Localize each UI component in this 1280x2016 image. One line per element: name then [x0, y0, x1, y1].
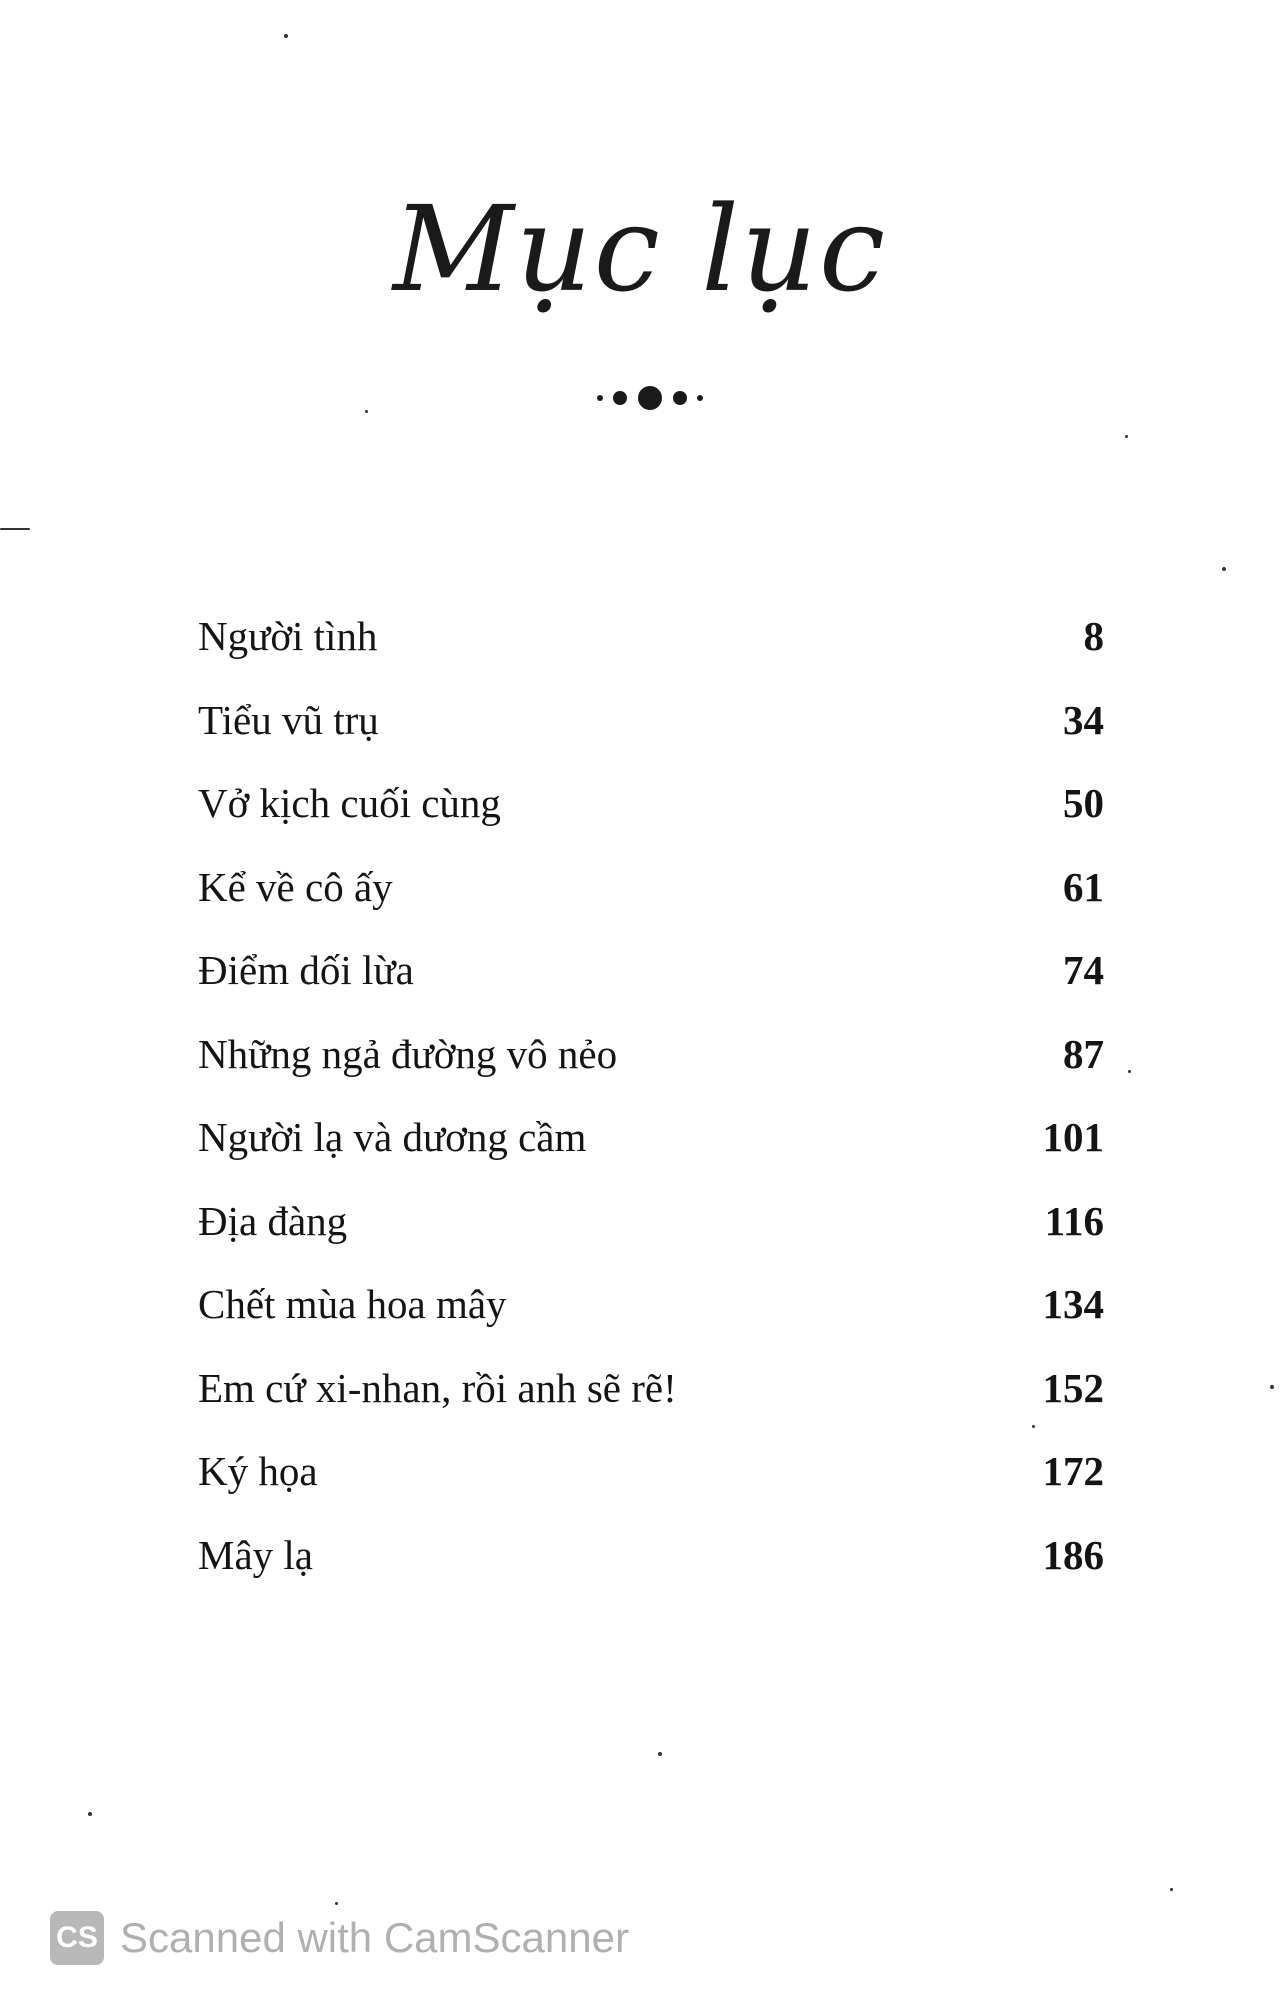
toc-entry-page: 116	[1044, 1197, 1104, 1244]
toc-entry-title: Chết mùa hoa mây	[198, 1281, 507, 1327]
toc-entry-title: Vở kịch cuối cùng	[198, 780, 501, 826]
toc-entry-page: 134	[1042, 1281, 1104, 1327]
scan-speck	[1170, 1888, 1173, 1891]
scan-speck	[1270, 1385, 1274, 1389]
toc-entry-page: 172	[1042, 1448, 1104, 1494]
toc-entry	[198, 1030, 1104, 1114]
toc-entry	[198, 696, 1104, 780]
camscanner-logo: CS	[50, 1911, 104, 1965]
toc-entry-page: 8	[1083, 613, 1104, 659]
toc-entry	[198, 1364, 1104, 1448]
toc-entry-page: 74	[1063, 947, 1104, 993]
toc-entry-page: 186	[1042, 1531, 1104, 1578]
toc-entry	[198, 1447, 1104, 1531]
scan-speck	[1128, 1070, 1131, 1073]
toc-entry	[198, 779, 1104, 863]
toc-entry	[198, 1113, 1104, 1197]
toc-entry-page: 61	[1063, 863, 1104, 910]
scan-speck	[335, 1902, 338, 1905]
ornament-divider	[590, 378, 710, 418]
toc-entry-title: Người lạ và dương cầm	[198, 1114, 587, 1160]
scan-speck	[284, 34, 288, 38]
toc-entry-page: 34	[1063, 696, 1104, 743]
scan-speck	[1222, 567, 1226, 571]
toc-entry	[198, 612, 1104, 696]
toc-entry-title: Kể về cô ấy	[198, 863, 393, 910]
toc-entry-page: 50	[1063, 780, 1104, 826]
toc-entry-title: Những ngả đường vô nẻo	[198, 1030, 618, 1077]
toc-entry-title: Địa đàng	[198, 1197, 348, 1244]
toc-entry	[198, 946, 1104, 1030]
toc-entry-title: Tiểu vũ trụ	[198, 696, 379, 743]
toc-entry	[198, 1531, 1104, 1615]
toc-entry-title: Người tình	[198, 613, 378, 659]
toc-entry-page: 152	[1042, 1364, 1104, 1411]
scan-speck	[88, 1812, 92, 1816]
toc-entry	[198, 1280, 1104, 1364]
toc-entry	[198, 863, 1104, 947]
toc-entry	[198, 1197, 1104, 1281]
page-title: Mục lục	[392, 180, 888, 318]
scan-speck	[658, 1752, 662, 1756]
toc-entry-title: Điểm dối lừa	[198, 947, 414, 993]
table-of-contents	[198, 612, 1104, 1614]
scan-speck	[365, 410, 368, 413]
scan-speck	[1032, 1425, 1035, 1428]
toc-entry-title: Mây lạ	[198, 1531, 313, 1578]
toc-entry-page: 87	[1063, 1030, 1104, 1077]
toc-entry-title: Ký họa	[198, 1448, 318, 1494]
scan-speck	[1125, 435, 1128, 438]
toc-entry-page: 101	[1042, 1114, 1104, 1160]
camscanner-watermark	[50, 1908, 629, 1968]
toc-entry-title: Em cứ xi-nhan, rồi anh sẽ rẽ!	[198, 1364, 677, 1411]
scan-speck	[0, 528, 30, 530]
watermark-text: Scanned with CamScanner	[120, 1914, 629, 1961]
